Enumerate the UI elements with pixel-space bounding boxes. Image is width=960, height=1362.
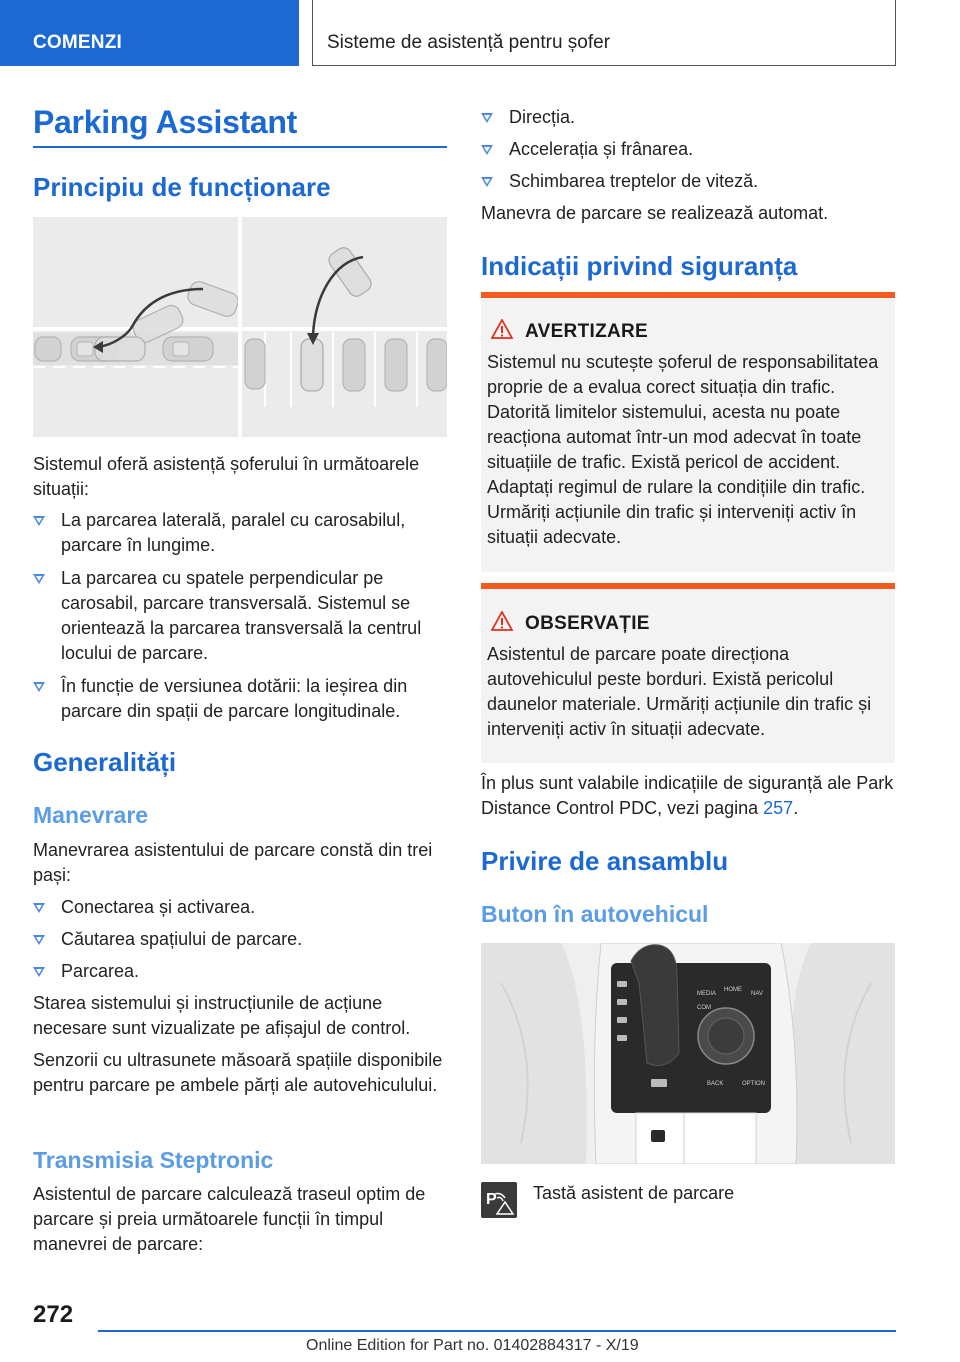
list-item: În funcție de versiunea dotării: la ieșirea din parcare din spații de parcare longitudinale.: [33, 674, 447, 724]
list-item: La parcarea cu spatele perpendicular pe carosabil, parcare transversală. Sistemul se orientează la parcarea transversală la centrul locului de parcare.: [33, 566, 447, 666]
header-section-tab: COMENZI: [0, 0, 299, 66]
list-item: Schimbarea treptelor de viteză.: [481, 169, 895, 194]
list-item: Parcarea.: [33, 959, 447, 984]
heading-overview: Privire de ansamblu: [481, 846, 729, 876]
auto-paragraph: Manevra de parcare se realizează automat.: [481, 203, 829, 223]
bullet-triangle-icon: [33, 516, 45, 526]
note-bar: [481, 583, 895, 589]
list-item: Căutarea spațiului de parcare.: [33, 927, 447, 952]
title-rule: [33, 146, 447, 148]
status-paragraph: Starea sistemului și instrucțiunile de acțiune necesare sunt vizualizate pe afișajul de control.: [33, 993, 411, 1038]
console-label-back: BACK: [707, 1081, 724, 1087]
console-label-com: COM: [697, 1005, 711, 1011]
sensor-paragraph: Senzorii cu ultrasunete măsoară spațiile disponibile pentru parcare pe ambele părți ale autovehiculului.: [33, 1050, 443, 1095]
heading-steptronic: Transmisia Steptronic: [33, 1147, 274, 1173]
note-title: OBSERVAȚIE: [525, 613, 650, 634]
console-figure: [481, 943, 895, 1164]
bullet-triangle-icon: [33, 682, 45, 692]
maneuver-paragraph: Manevrarea asistentului de parcare constă din trei pași:: [33, 840, 433, 885]
heading-safety: Indicații privind siguranța: [481, 251, 798, 281]
console-label-nav: NAV: [751, 991, 763, 997]
heading-principle: Principiu de funcționare: [33, 172, 331, 202]
list-item: Direcția.: [481, 105, 895, 130]
bullet-triangle-icon: [33, 903, 45, 913]
page-link[interactable]: 257: [763, 798, 794, 818]
bullet-triangle-icon: [33, 574, 45, 584]
heading-maneuver: Manevrare: [33, 802, 149, 828]
warning-text: Sistemul nu scutește șoferul de responsabilitatea proprie de a evalua corect situația din trafic. Datorită limitelor sistemului, acesta nu poate reacționa automat într-un mod adecvat în toate situațiile de trafic. Există pericol de accident. Adaptați regimul de rulare la condițiile din trafic. Urmăriți acțiunile din trafic și interveniți activ în situații adecvate.: [487, 352, 879, 547]
caution-triangle-icon: [491, 611, 513, 631]
bullet-triangle-icon: [481, 145, 493, 155]
steptronic-paragraph: Asistentul de parcare calculează traseul optim de parcare și preia următoarele funcții în timpul manevrei de parcare:: [33, 1184, 426, 1254]
page-number: 272: [33, 1301, 74, 1328]
list-item: Accelerația și frânarea.: [481, 137, 895, 162]
bullet-triangle-icon: [481, 177, 493, 187]
heading-general: Generalități: [33, 747, 177, 777]
footer-rule: [98, 1330, 896, 1332]
pdc-paragraph: În plus sunt valabile indicațiile de siguranță ale Park Distance Control PDC, vezi pagina 257.: [481, 773, 894, 818]
svg-text:P: P: [486, 1191, 497, 1208]
warning-bar: [481, 292, 895, 298]
list-item: La parcarea laterală, paralel cu carosabilul, parcare în lungime.: [33, 508, 447, 558]
parking-diagram-figure: [33, 217, 447, 437]
list-item: Conectarea și activarea.: [33, 895, 447, 920]
center-console-illustration: [481, 943, 895, 1164]
parking-assistant-button-icon: [481, 1182, 517, 1218]
heading-button: Buton în autovehicul: [481, 901, 709, 927]
console-label-option: OPTION: [742, 1081, 766, 1087]
page-title: Parking Assistant: [33, 104, 298, 140]
console-label-home: HOME: [724, 987, 742, 993]
header-chapter-title: Sisteme de asistență pentru șofer: [312, 0, 896, 66]
warning-title: AVERTIZARE: [525, 321, 648, 342]
parking-diagram-illustration: [33, 217, 447, 437]
bullet-triangle-icon: [33, 935, 45, 945]
warning-triangle-icon: [491, 319, 513, 339]
warning-box: [481, 292, 895, 572]
button-caption: Tastă asistent de parcare: [533, 1183, 735, 1203]
note-box: [481, 583, 895, 763]
footer-edition: Online Edition for Part no. 01402884317 - X/19: [306, 1337, 639, 1354]
bullet-triangle-icon: [481, 113, 493, 123]
console-label-media: MEDIA: [697, 991, 717, 997]
intro-paragraph: Sistemul oferă asistență șoferului în următoarele situații:: [33, 454, 420, 499]
bullet-triangle-icon: [33, 967, 45, 977]
note-text: Asistentul de parcare poate direcționa autovehiculul peste borduri. Există pericolul daunelor materiale. Urmăriți acțiunile din trafic și interveniți activ în situații adecvate.: [487, 644, 872, 739]
